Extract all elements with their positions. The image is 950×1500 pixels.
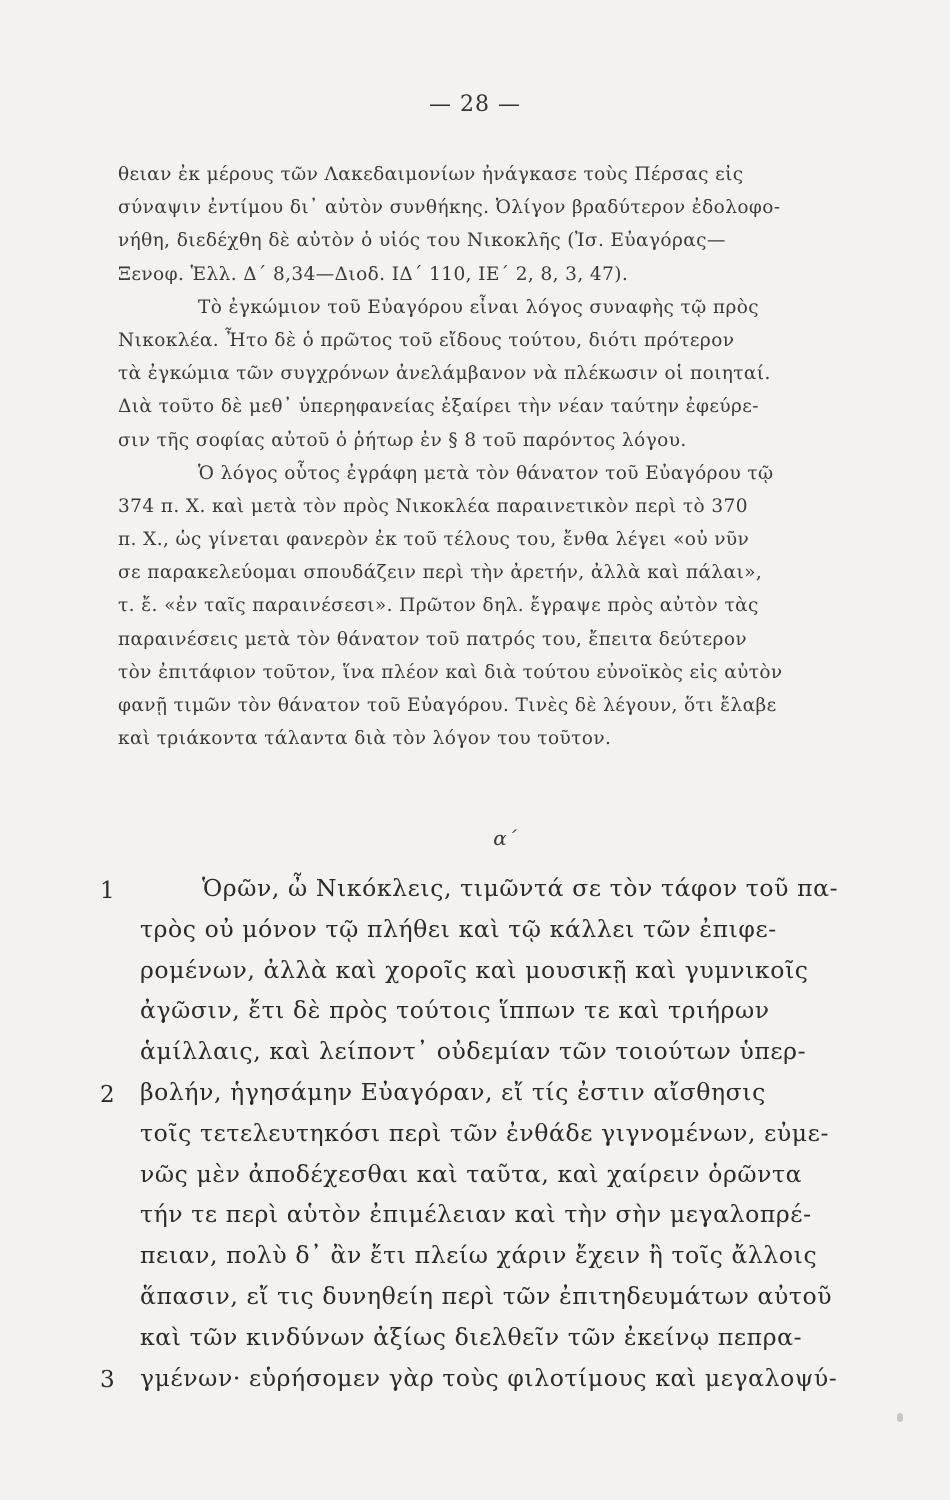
- margin-section-number: 2: [100, 1082, 115, 1108]
- commentary-line: θειαν ἐκ μέρους τῶν Λακεδαιμονίων ἠνάγκασε τοὺς Πέρσας εἰς: [118, 164, 744, 185]
- main-line: ἀγῶσιν, ἔτι δὲ πρὸς τούτοις ἵππων τε καὶ τριήρων: [140, 996, 770, 1025]
- main-line: ἅπασιν, εἴ τις δυνηθείη περὶ τῶν ἐπιτηδευμάτων αὐτοῦ: [140, 1281, 833, 1310]
- commentary-line: 374 π. Χ. καὶ μετὰ τὸν πρὸς Νικοκλέα παραινετικὸν περὶ τὸ 370: [118, 495, 748, 517]
- main-text-block: [140, 868, 910, 1398]
- main-line: τήν τε περὶ αὑτὸν ἐπιμέλειαν καὶ τὴν σὴν μεγαλοπρέ-: [140, 1200, 812, 1229]
- commentary-line: Τὸ ἐγκώμιον τοῦ Εὐαγόρου εἶναι λόγος συναφὴς τῷ πρὸς: [198, 296, 760, 318]
- commentary-line: παραινέσεις μετὰ τὸν θάνατον τοῦ πατρός του, ἔπειτα δεύτερον: [118, 628, 747, 650]
- commentary-line: π. Χ., ὡς γίνεται φανερὸν ἐκ τοῦ τέλους του, ἔνθα λέγει «οὐ νῦν: [118, 529, 750, 551]
- commentary-line: Νικοκλέα. Ἦτο δὲ ὁ πρῶτος τοῦ εἴδους τούτου, διότι πρότερον: [118, 329, 735, 351]
- main-line: πειαν, πολὺ δ᾽ ἂν ἔτι πλείω χάριν ἔχειν ἢ τοῖς ἄλλοις: [140, 1241, 818, 1270]
- main-line: ρομένων, ἀλλὰ καὶ χοροῖς καὶ μουσικῇ καὶ γυμνικοῖς: [140, 955, 809, 984]
- commentary-line: φανῇ τιμῶν τὸν θάνατον τοῦ Εὐαγόρου. Τινὲς δὲ λέγουν, ὅτι ἔλαβε: [118, 695, 777, 716]
- commentary-line: τὰ ἐγκώμια τῶν συγχρόνων ἀνελάμβανον νὰ πλέκωσιν οἱ ποιηταί.: [118, 363, 771, 385]
- main-line: νῶς μὲν ἀποδέχεσθαι καὶ ταῦτα, καὶ χαίρειν ὁρῶντα: [140, 1159, 803, 1188]
- main-line: ἁμίλλαις, καὶ λείποντ᾽ οὐδεμίαν τῶν τοιούτων ὑπερ-: [140, 1037, 807, 1066]
- commentary-line: τ. ἔ. «ἐν ταῖς παραινέσεσι». Πρῶτον δηλ. ἔγραψε πρὸς αὐτὸν τὰς: [118, 595, 759, 617]
- commentary-line: Ξενοφ. Ἑλλ. Δ΄ 8,34—Διοδ. ΙΔ΄ 110, ΙΕ΄ 2, 8, 3, 47).: [118, 263, 629, 285]
- main-line: καὶ τῶν κινδύνων ἀξίως διελθεῖν τῶν ἐκείνῳ πεπρα-: [140, 1322, 803, 1351]
- commentary-block: [118, 158, 898, 755]
- main-line: γμένων· εὑρήσομεν γὰρ τοὺς φιλοτίμους καὶ μεγαλοψύ-: [140, 1363, 838, 1392]
- commentary-line: σε παρακελεύομαι σπουδάζειν περὶ τὴν ἀρετήν, ἀλλὰ καὶ πάλαι»,: [118, 562, 763, 584]
- commentary-line: νήθη, διεδέχθη δὲ αὐτὸν ὁ υἱός του Νικοκλῆς (Ἰσ. Εὐαγόρας—: [118, 230, 726, 252]
- paper-speck: [897, 1413, 903, 1422]
- section-mark: α΄: [493, 826, 517, 850]
- commentary-line: καὶ τριάκοντα τάλαντα διὰ τὸν λόγον του τοῦτον.: [118, 728, 612, 750]
- commentary-line: Ὁ λόγος οὗτος ἐγράφη μετὰ τὸν θάνατον τοῦ Εὐαγόρου τῷ: [198, 462, 774, 484]
- commentary-line: Διὰ τοῦτο δὲ μεθ᾽ ὑπερηφανείας ἐξαίρει τὴν νέαν ταύτην ἐφεύρε-: [118, 396, 759, 418]
- margin-section-number: 1: [100, 878, 115, 904]
- page-number: — 28 —: [429, 92, 521, 117]
- commentary-line: σύναψιν ἐντίμου δι᾽ αὐτὸν συνθήκης. Ὀλίγον βραδύτερον ἐδολοφο-: [118, 197, 781, 219]
- main-line: τοῖς τετελευτηκόσι περὶ τῶν ἐνθάδε γιγνομένων, εὐμε-: [140, 1118, 829, 1147]
- main-line: τρὸς οὐ μόνον τῷ πλήθει καὶ τῷ κάλλει τῶν ἐπιφε-: [140, 914, 777, 943]
- margin-section-number: 3: [100, 1367, 115, 1393]
- commentary-line: σιν τῆς σοφίας αὐτοῦ ὁ ῥήτωρ ἐν § 8 τοῦ παρόντος λόγου.: [118, 429, 687, 451]
- main-line: βολήν, ἡγησάμην Εὐαγόραν, εἴ τίς ἐστιν αἴσθησις: [140, 1077, 766, 1106]
- commentary-line: τὸν ἐπιτάφιον τοῦτον, ἵνα πλέον καὶ διὰ τούτου εὐνοϊκὸς εἰς αὐτὸν: [118, 661, 783, 683]
- main-line: Ὁρῶν, ὦ Νικόκλεις, τιμῶντά σε τὸν τάφον τοῦ πα-: [202, 874, 839, 902]
